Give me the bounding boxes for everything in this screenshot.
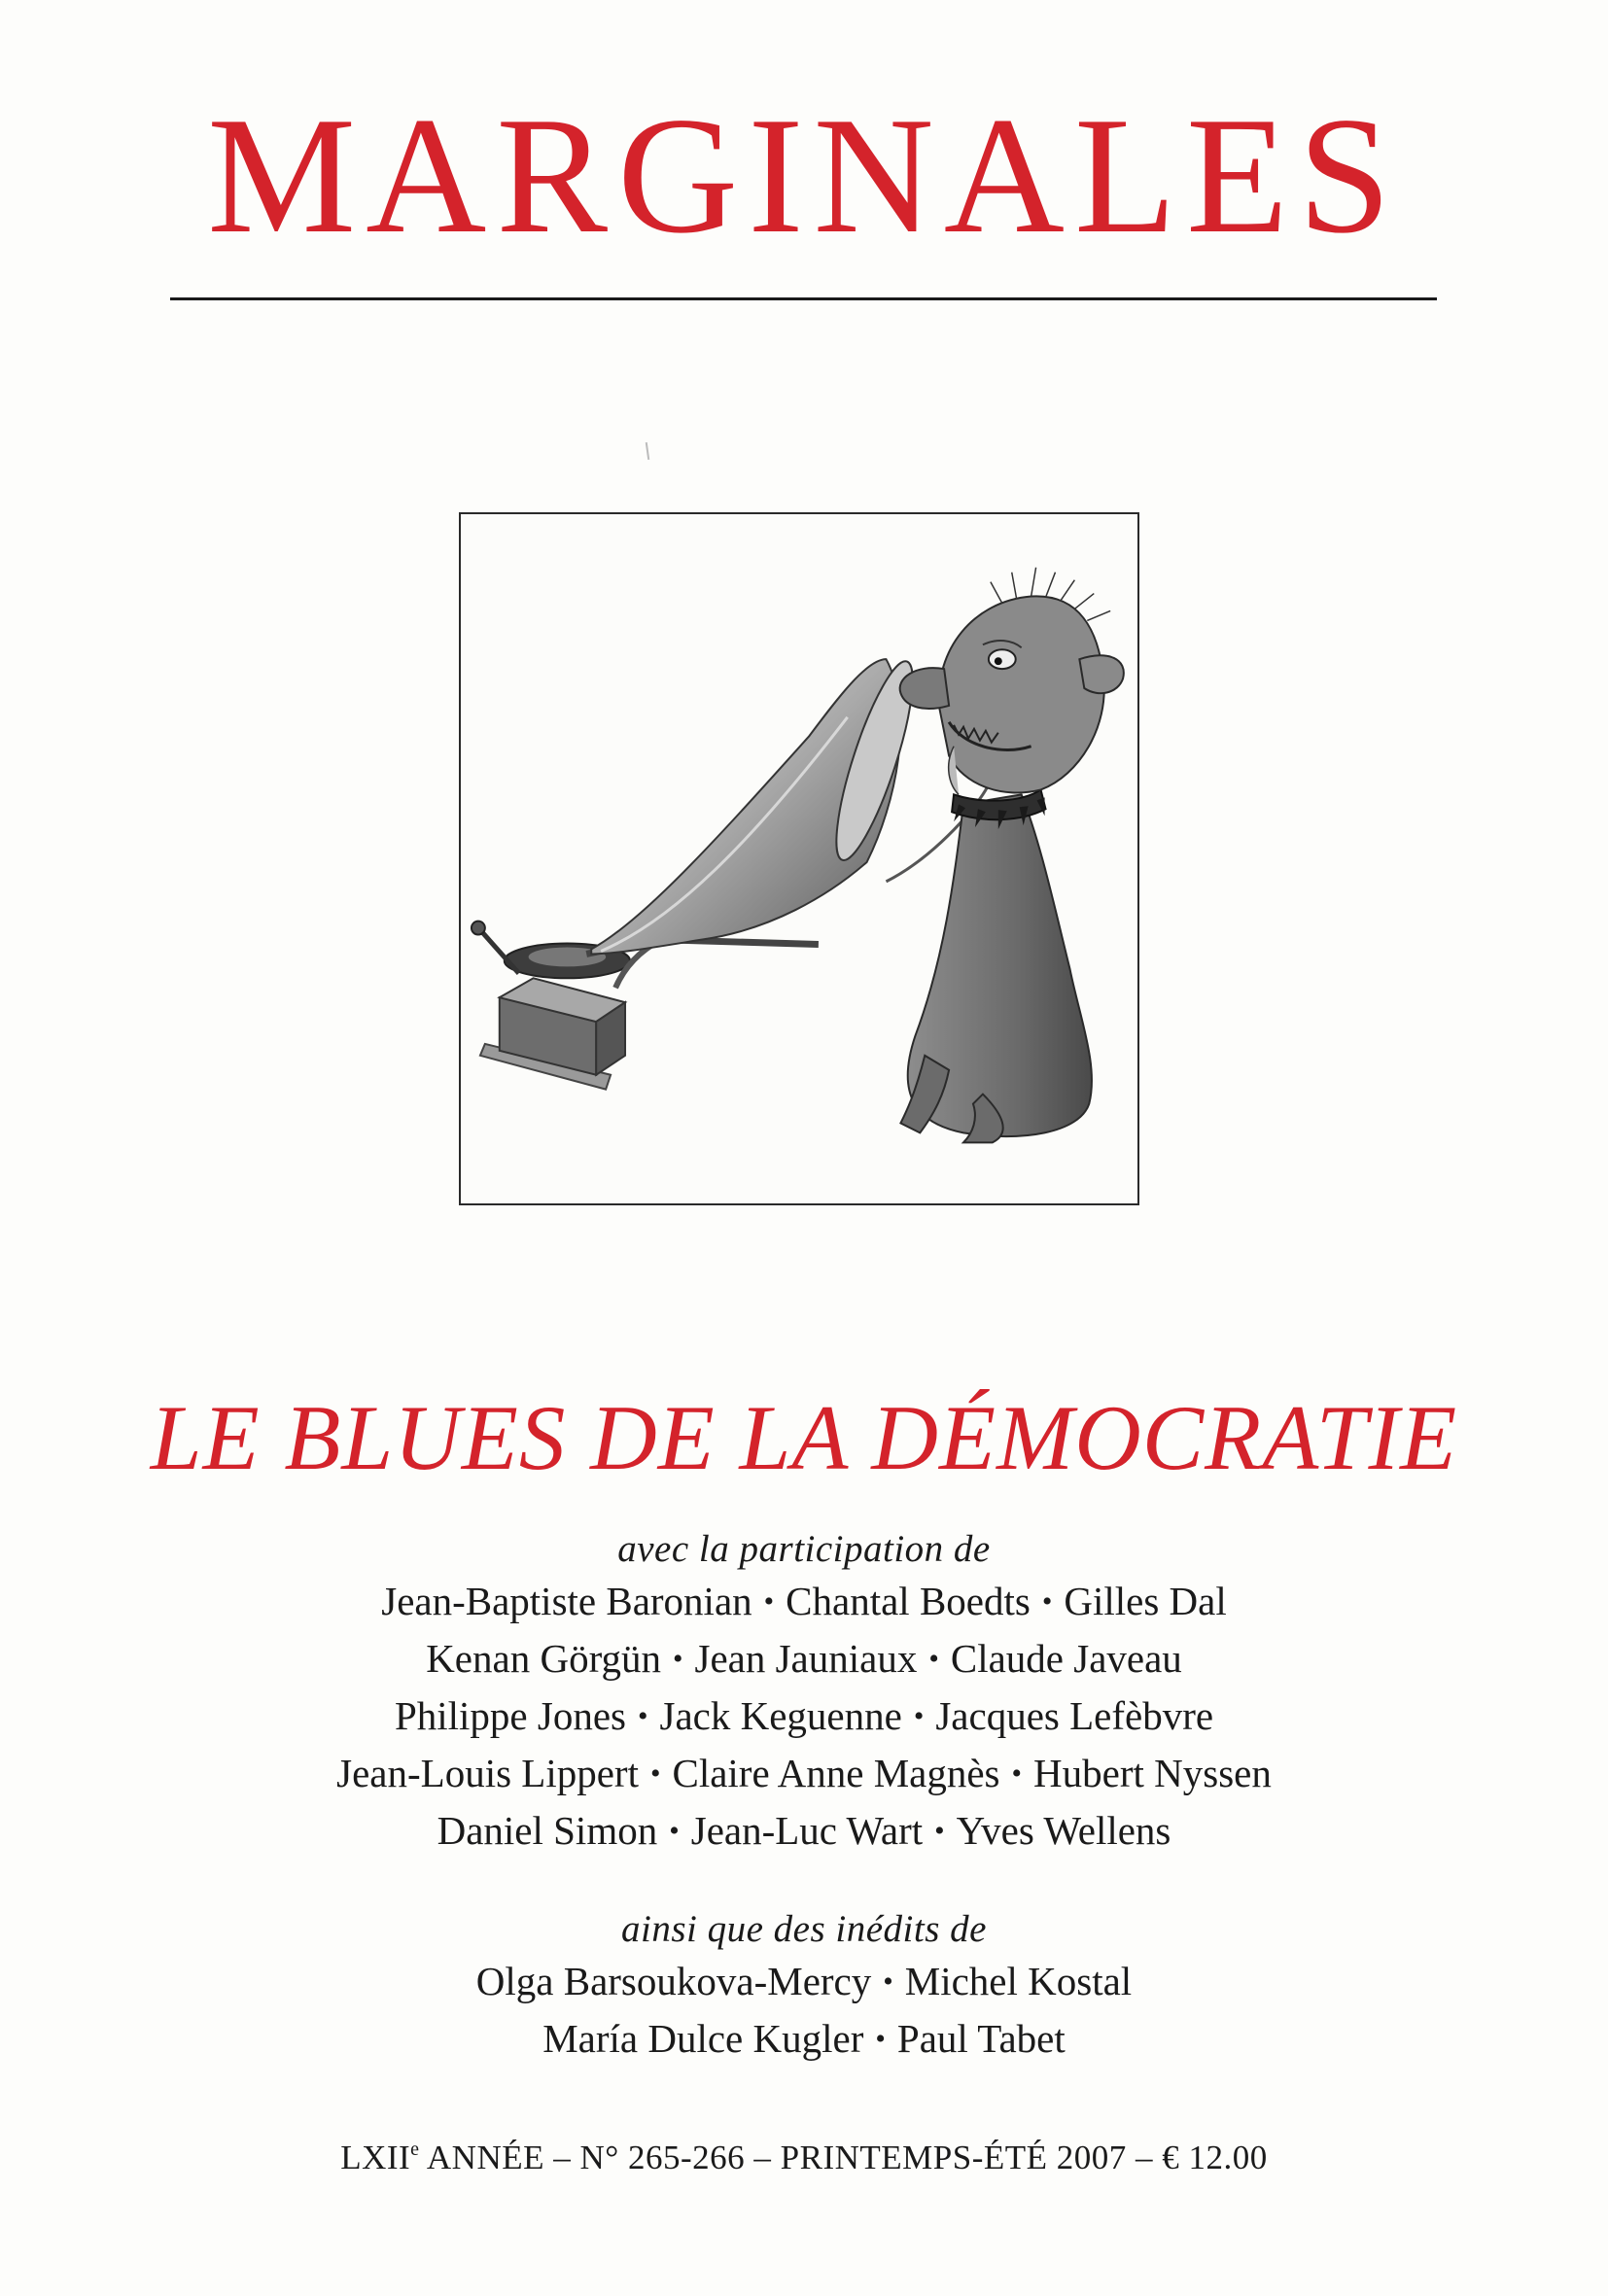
separator-bullet: • (672, 1643, 683, 1675)
participant-name: Philippe Jones (394, 1693, 626, 1738)
author-name: Michel Kostal (904, 1959, 1133, 2003)
separator-bullet: • (763, 1585, 775, 1618)
inedits-line (0, 2012, 1608, 2070)
participants-line (0, 1804, 1608, 1861)
participants-line (0, 1632, 1608, 1689)
participant-name: Jacques Lefèbvre (935, 1693, 1214, 1738)
participant-name: Kenan Görgün (426, 1636, 661, 1681)
gramophone (472, 655, 927, 1090)
separator-bullet: • (928, 1643, 939, 1675)
participant-name: Gilles Dal (1064, 1579, 1227, 1623)
inedits-list (0, 1955, 1608, 2070)
separator-bullet: • (883, 1966, 893, 1998)
participant-name: Jean-Baptiste Baronian (381, 1579, 752, 1623)
cover-illustration (459, 512, 1139, 1205)
issue-number: 265-266 (628, 2139, 746, 2176)
dog-creature (886, 568, 1123, 1143)
author-name: Olga Barsoukova-Mercy (475, 1959, 872, 2003)
participant-name: Jean-Louis Lippert (336, 1751, 639, 1795)
participation-intro: avec la participation de (617, 1528, 991, 1570)
participant-name: Hubert Nyssen (1033, 1751, 1272, 1795)
separator-bullet: • (875, 2023, 886, 2055)
year-word: ANNÉE (426, 2139, 544, 2176)
participant-name: Jack Keguenne (659, 1693, 902, 1738)
participant-name: Jean-Luc Wart (690, 1808, 924, 1853)
separator-bullet: • (913, 1700, 925, 1732)
author-name: María Dulce Kugler (542, 2016, 864, 2061)
author-name: Paul Tabet (896, 2016, 1066, 2061)
issue-number-prefix: N° (579, 2139, 619, 2176)
footer-dash: – (1136, 2139, 1154, 2176)
participants-line (0, 1747, 1608, 1804)
participant-name: Claude Javeau (950, 1636, 1182, 1681)
price: € 12.00 (1162, 2139, 1268, 2176)
gramophone-dog-drawing (461, 514, 1137, 1203)
participants-list (0, 1575, 1608, 1861)
participants-line (0, 1575, 1608, 1632)
masthead-title: MARGINALES (207, 84, 1401, 268)
masthead-rule (170, 297, 1437, 300)
year-superscript: e (410, 2139, 420, 2160)
participant-name: Jean Jauniaux (694, 1636, 918, 1681)
footer-dash: – (753, 2139, 772, 2176)
participant-name: Yves Wellens (956, 1808, 1171, 1853)
participant-name: Chantal Boedts (786, 1579, 1031, 1623)
stray-mark (646, 442, 649, 460)
issue-footer (0, 2139, 1608, 2177)
credits-block (0, 1524, 1608, 2070)
separator-bullet: • (669, 1815, 680, 1847)
participants-line (0, 1689, 1608, 1747)
footer-dash: – (553, 2139, 572, 2176)
season: PRINTEMPS-ÉTÉ 2007 (780, 2139, 1127, 2176)
separator-bullet: • (934, 1815, 945, 1847)
issue-title: LE BLUES DE LA DÉMOCRATIE (150, 1386, 1458, 1489)
participant-name: Claire Anne Magnès (672, 1751, 1000, 1795)
inedits-line (0, 1955, 1608, 2012)
separator-bullet: • (1041, 1585, 1053, 1618)
separator-bullet: • (638, 1700, 648, 1732)
separator-bullet: • (1011, 1757, 1023, 1790)
year-numeral: LXII (340, 2139, 411, 2176)
participant-name: Daniel Simon (437, 1808, 658, 1853)
inedits-intro: ainsi que des inédits de (621, 1908, 987, 1950)
separator-bullet: • (649, 1757, 661, 1790)
